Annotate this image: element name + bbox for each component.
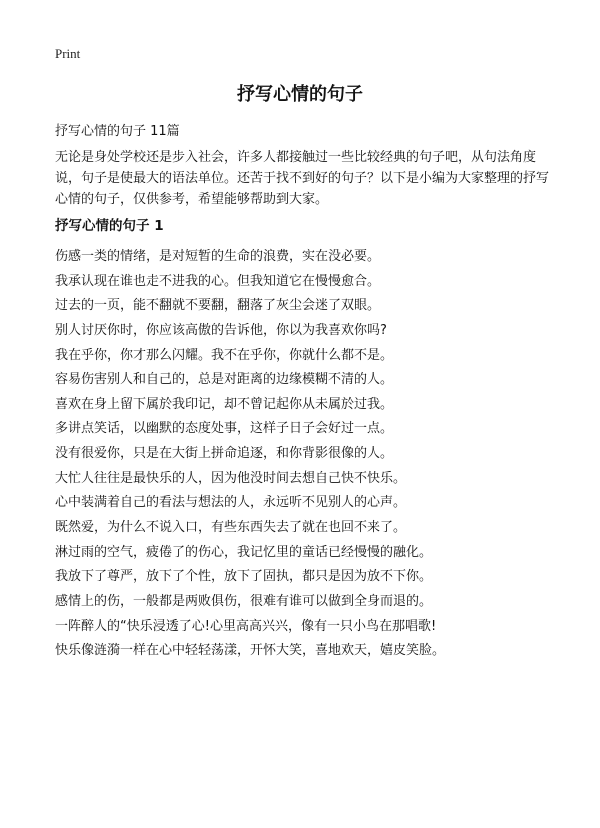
print-label: Print: [55, 46, 81, 61]
sentence-line: 多讲点笑话，以幽默的态度处事，这样子日子会好过一点。: [55, 421, 394, 437]
sentence-line: 我放下了尊严，放下了个性，放下了固执，都只是因为放不下你。: [55, 569, 433, 585]
section-heading: 抒写心情的句子 1: [55, 218, 164, 234]
sentence-line: 我在乎你，你才那么闪耀。我不在乎你，你就什么都不是。: [55, 347, 394, 363]
page-title: 抒写心情的句子: [237, 84, 363, 105]
document-subtitle: 抒写心情的句子 11篇: [55, 124, 180, 139]
sentence-line: 淋过雨的空气，疲倦了的伤心，我记忆里的童话已经慢慢的融化。: [55, 544, 433, 560]
sentence-line: 过去的一页，能不翻就不要翻，翻落了灰尘会迷了双眼。: [55, 298, 381, 314]
sentence-line: 伤感一类的情绪，是对短暂的生命的浪费，实在没必要。: [55, 249, 381, 264]
sentence-line: 别人讨厌你时，你应该高傲的告诉他，你以为我喜欢你吗?: [55, 322, 387, 338]
sentence-line: 喜欢在身上留下属於我印记，却不曾记起你从未属於过我。: [55, 396, 394, 412]
sentence-line: 没有很爱你，只是在大街上拼命追逐，和你背影很像的人。: [55, 446, 394, 462]
sentence-line: 容易伤害别人和自己的，总是对距离的边缘模糊不清的人。: [55, 372, 394, 388]
sentence-list: [55, 245, 565, 664]
sentence-line: 心中装满着自己的看法与想法的人，永远听不见别人的心声。: [55, 495, 407, 511]
sentence-line: 快乐像涟漪一样在心中轻轻荡漾，开怀大笑，喜地欢天，嬉皮笑脸。: [55, 643, 446, 659]
sentence-line: 一阵醉人的“快乐浸透了心!心里高高兴兴，像有一只小鸟在那唱歌!: [55, 618, 437, 634]
intro-paragraph: 无论是身处学校还是步入社会，许多人都接触过一些比较经典的句子吧，从句法角度说，句子是使最大的语法单位。还苦于找不到好的句子？以下是小编为大家整理的抒写心情的句子，仅供参考，希望能够帮助到大家。: [55, 150, 550, 207]
sentence-line: 既然爱，为什么不说入口，有些东西失去了就在也回不来了。: [55, 520, 407, 536]
sentence-line: 感情上的伤，一般都是两败俱伤，很难有谁可以做到全身而退的。: [55, 593, 433, 609]
sentence-line: 大忙人往往是最快乐的人，因为他没时间去想自己快不快乐。: [55, 470, 407, 486]
sentence-line: 我承认现在谁也走不进我的心。但我知道它在慢慢愈合。: [55, 273, 381, 289]
